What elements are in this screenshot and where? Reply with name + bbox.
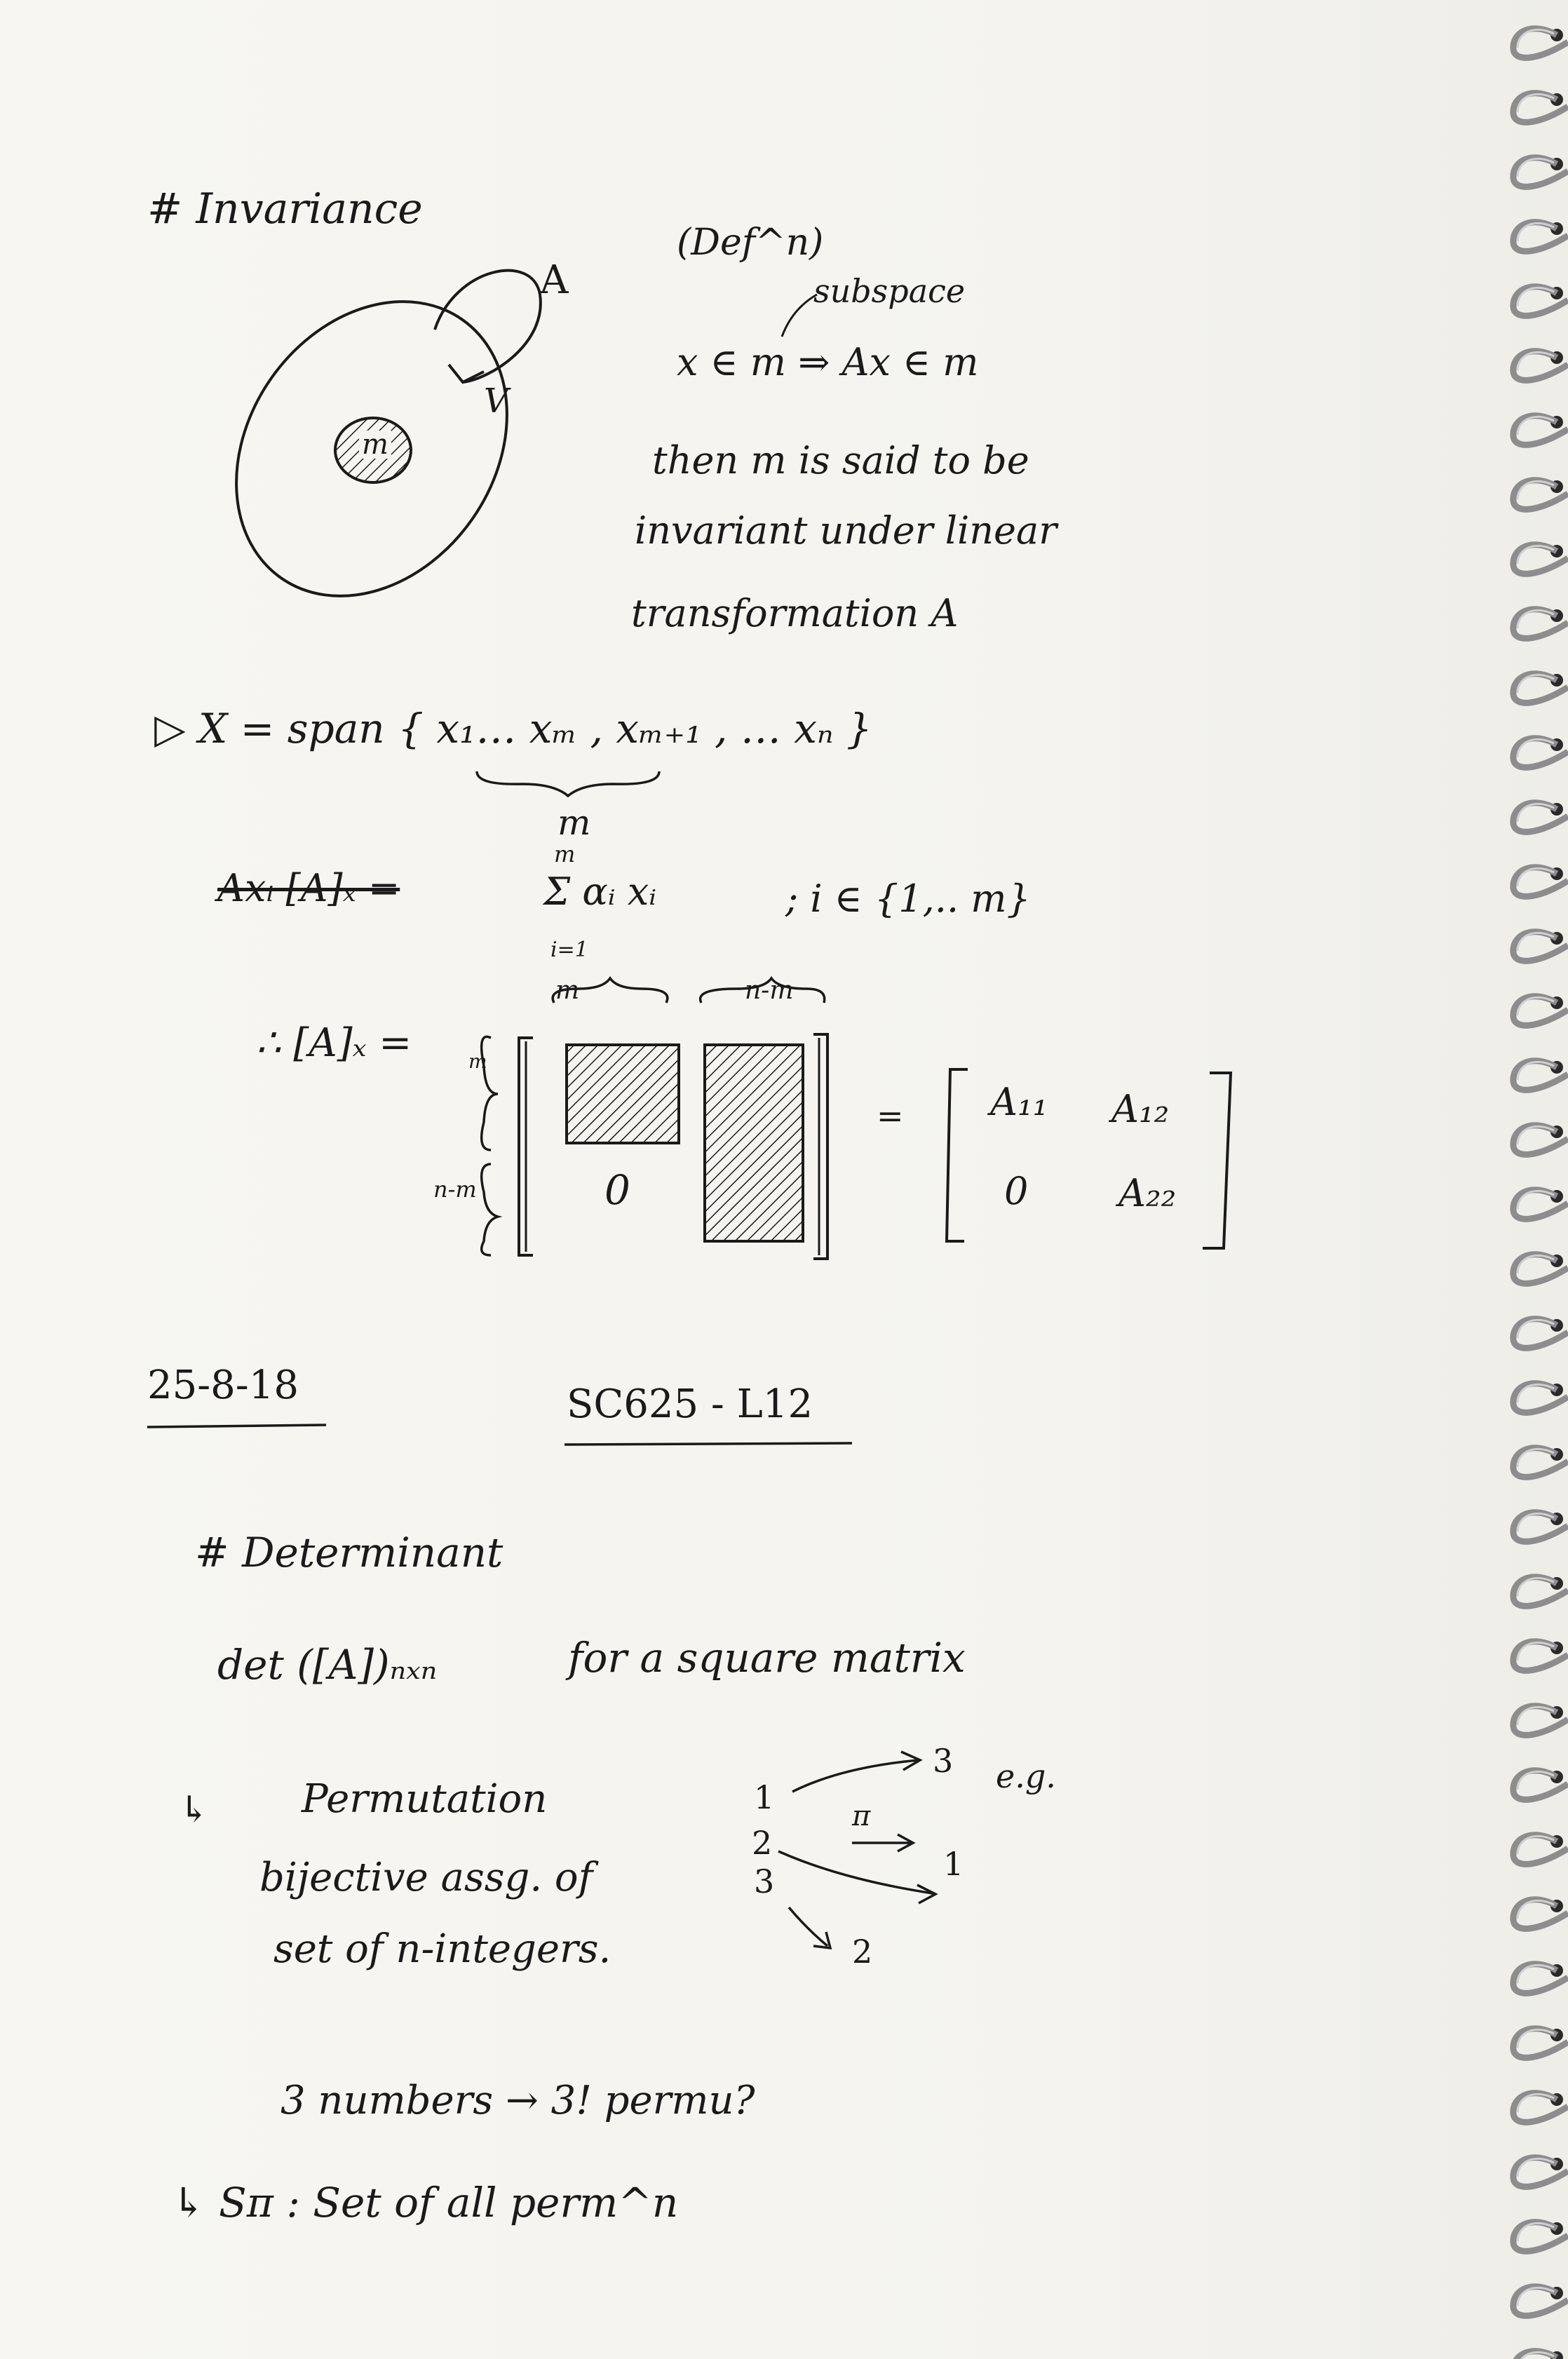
col-label-m: m (555, 976, 580, 1005)
subspace-annotation: subspace (813, 272, 966, 310)
brace-label-m: m (557, 802, 591, 843)
sum-range: ; i ∈ {1,.. m} (785, 877, 1031, 921)
pi-symbol: π (852, 1800, 871, 1832)
perm-arrow: ↳ (179, 1789, 210, 1831)
det-note: for a square matrix (568, 1634, 966, 1682)
col-label-n-m: n-m (745, 976, 794, 1005)
domain-1: 1 (754, 1778, 775, 1816)
entry-zero: 0 (1004, 1169, 1029, 1213)
perm-title: Permutation (302, 1776, 548, 1822)
perm-desc-1: bijective assg. of (259, 1855, 593, 1900)
definition-tag: (Def^n) (677, 222, 824, 264)
row-label-n-m: n-m (433, 1176, 477, 1203)
spiral-binding (1484, 0, 1568, 2359)
sum-expression: Σ αᵢ xᵢ (543, 870, 657, 914)
implication-line: x ∈ m ⇒ Ax ∈ m (677, 340, 979, 384)
domain-3: 3 (754, 1863, 775, 1900)
image-3: 3 (933, 1742, 954, 1780)
definition-line-1: then m is said to be (652, 438, 1029, 482)
eg-label: e.g. (996, 1757, 1056, 1795)
label-m: m (359, 431, 391, 459)
lecture-date: 25-8-18 (147, 1363, 299, 1408)
invariance-heading: # Invariance (147, 184, 423, 234)
domain-2: 2 (752, 1824, 773, 1862)
label-v: V (484, 381, 508, 421)
label-a: A (540, 257, 569, 303)
image-1: 1 (943, 1845, 964, 1883)
basis-line: ▷ X = span { x₁… xₘ , xₘ₊₁ , … xₙ } (154, 705, 872, 752)
set-line: ↳ Sπ : Set of all perm^n (172, 2179, 679, 2226)
matrix-lhs: ∴ [A]ₓ = (256, 1020, 412, 1066)
determinant-heading: # Determinant (195, 1529, 503, 1576)
image-2: 2 (852, 1933, 873, 1971)
definition-line-2: invariant under linear (635, 508, 1057, 553)
zero-block: 0 (604, 1166, 630, 1214)
course-code: SC625 - L12 (567, 1381, 813, 1427)
definition-line-3: transformation A (631, 591, 959, 635)
perm-desc-2: set of n-integers. (273, 1926, 611, 1972)
entry-a11: A₁₁ (990, 1080, 1048, 1124)
sum-limit-bottom: i=1 (550, 938, 588, 962)
sum-lhs: Axᵢ [A]ₓ = (217, 866, 400, 910)
row-label-m: m (468, 1050, 487, 1073)
sum-limit-top: m (554, 841, 576, 867)
count-line: 3 numbers → 3! permu? (281, 2078, 755, 2123)
det-expression: det ([A])ₙₓₙ (217, 1641, 438, 1689)
entry-a22: A₂₂ (1118, 1171, 1177, 1215)
entry-a12: A₁₂ (1111, 1087, 1170, 1131)
matrix-equals: = (877, 1097, 904, 1135)
